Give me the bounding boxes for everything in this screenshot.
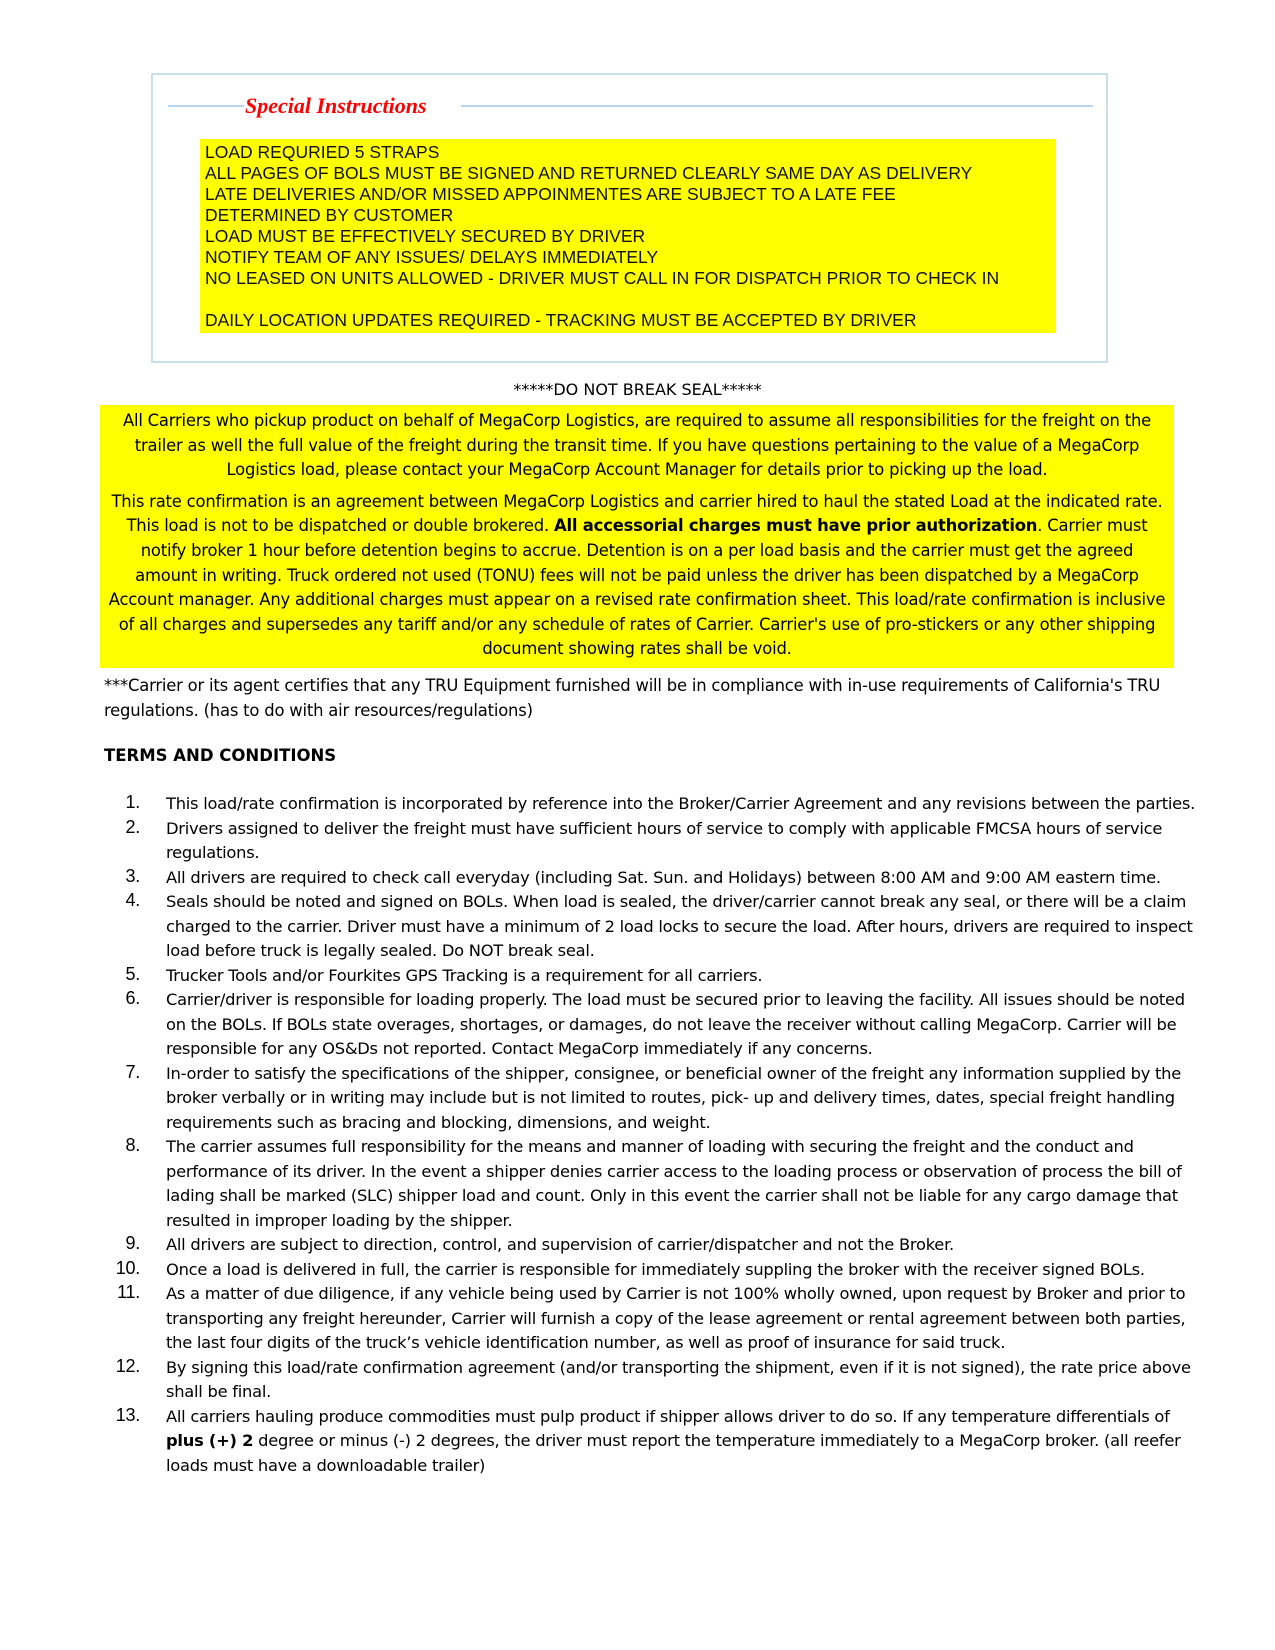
accessorial-warning: All accessorial charges must have prior authorization: [553, 516, 1038, 536]
term-item: [104, 866, 1196, 891]
term-text: All carriers hauling produce commodities must pulp product if shipper allows driver to do so. If any temperature differentials of plus (+) 2 degree or minus (-) 2 degrees, the driver must report the temperature immediately to a MegaCorp broker. (all reefer loads must have a downloadable trailer): [166, 1406, 1181, 1475]
term-text: Trucker Tools and/or Fourkites GPS Tracking is a requirement for all carriers.: [166, 965, 763, 985]
term-number: 10.: [115, 1257, 140, 1278]
term-number: 11.: [117, 1282, 140, 1302]
tru-certification: ***Carrier or its agent certifies that any TRU Equipment furnished will be in compliance with in-use requirements of California's TRU regulations. (has to do with air resources/regulations): [104, 676, 1161, 720]
instruction-line: DETERMINED BY CUSTOMER: [205, 205, 454, 225]
term-item: [104, 1405, 1196, 1479]
term-item: [104, 1062, 1196, 1136]
instruction-line: LOAD REQURIED 5 STRAPS: [205, 142, 440, 162]
term-number: 12.: [115, 1355, 140, 1376]
term-number: 3.: [125, 865, 140, 886]
instruction-line: LATE DELIVERIES AND/OR MISSED APPOINMENTES ARE SUBJECT TO A LATE FEE: [205, 184, 896, 204]
title-rule-left: [168, 105, 244, 107]
notice-paragraph: This rate confirmation is an agreement between MegaCorp Logistics and carrier hired to haul the stated Load at the indicated rate. This load is not to be dispatched or double brokered. All accessorial charges must have prior authorization. Carrier must notify broker 1 hour before detention begins to accrue. Detention is on a per load basis and the carrier must get the agreed amount in writing. Truck ordered not used (TONU) fees will not be paid unless the driver has been dispatched by a MegaCorp Account manager. Any additional charges must appear on a revised rate confirmation sheet. This load/rate confirmation is inclusive of all charges and supersedes any tariff and/or any schedule of rates of Carrier. Carrier's use of pro-stickers or any other shipping document showing rates shall be void.: [108, 491, 1166, 659]
temperature-threshold: plus (+) 2: [166, 1431, 254, 1450]
term-item: [104, 890, 1196, 964]
term-item: [104, 1282, 1196, 1356]
term-item: [104, 1135, 1196, 1233]
term-text: Drivers assigned to deliver the freight must have sufficient hours of service to comply with applicable FMCSA hours of service regulations.: [166, 818, 1163, 862]
term-number: 5.: [125, 963, 140, 984]
term-text: This load/rate confirmation is incorporated by reference into the Broker/Carrier Agreement and any revisions between the parties.: [166, 794, 1196, 813]
instruction-line: LOAD MUST BE EFFECTIVELY SECURED BY DRIVER: [205, 226, 646, 246]
instruction-line: ALL PAGES OF BOLS MUST BE SIGNED AND RETURNED CLEARLY SAME DAY AS DELIVERY: [205, 163, 973, 183]
term-number: 7.: [125, 1061, 140, 1082]
term-item: [104, 1233, 1196, 1258]
term-text: Seals should be noted and signed on BOLs. When load is sealed, the driver/carrier cannot break any seal, or there will be a claim charged to the carrier. Driver must have a minimum of 2 load locks to secure the load. After hours, drivers are required to inspect load before truck is legally sealed. Do NOT break seal.: [166, 892, 1193, 960]
term-text: All drivers are subject to direction, control, and supervision of carrier/dispatcher and not the Broker.: [166, 1235, 954, 1254]
instruction-line: NO LEASED ON UNITS ALLOWED - DRIVER MUST CALL IN FOR DISPATCH PRIOR TO CHECK IN: [205, 268, 1000, 288]
term-text: By signing this load/rate confirmation agreement (and/or transporting the shipment, even if it is not signed), the rate price above shall be final.: [166, 1357, 1191, 1401]
term-number: 2.: [125, 816, 140, 837]
notice-paragraph: All Carriers who pickup product on behalf of MegaCorp Logistics, are required to assume all responsibilities for the freight on the trailer as well the full value of the freight during the transit time. If you have questions pertaining to the value of a MegaCorp Logistics load, please contact your MegaCorp Account Manager for details prior to picking up the load.: [122, 411, 1152, 480]
term-number: 6.: [125, 988, 140, 1008]
carrier-responsibility-notice: [100, 405, 1174, 668]
title-rule-right: [461, 105, 1093, 107]
term-item: [104, 988, 1196, 1062]
term-number: 13.: [115, 1404, 140, 1425]
special-instructions-box: [151, 73, 1108, 363]
term-text: Once a load is delivered in full, the carrier is responsible for immediately suppling the broker with the receiver signed BOLs.: [166, 1259, 1145, 1279]
term-item: [104, 964, 1196, 989]
term-item: [104, 1356, 1196, 1405]
term-item: [104, 817, 1196, 866]
term-text: The carrier assumes full responsibility for the means and manner of loading with securing the freight and the conduct and performance of its driver. In the event a shipper denies carrier access to the loading process or observation of process the bill of lading shall be marked (SLC) shipper load and count. Only in this event the carrier shall not be liable for any cargo damage that resulted in improper loading by the shipper.: [166, 1137, 1182, 1230]
term-number: 8.: [125, 1135, 140, 1155]
instruction-line: NOTIFY TEAM OF ANY ISSUES/ DELAYS IMMEDIATELY: [205, 247, 659, 267]
term-number: 4.: [125, 890, 140, 910]
term-number: 1.: [125, 792, 140, 812]
term-item: [104, 1258, 1196, 1283]
terms-list: [104, 792, 1196, 1478]
terms-title: TERMS AND CONDITIONS: [104, 746, 337, 765]
instruction-line: DAILY LOCATION UPDATES REQUIRED - TRACKING MUST BE ACCEPTED BY DRIVER: [205, 310, 917, 330]
seal-notice: *****DO NOT BREAK SEAL*****: [513, 380, 762, 399]
term-item: [104, 792, 1196, 817]
term-text: Carrier/driver is responsible for loading properly. The load must be secured prior to leaving the facility. All issues should be noted on the BOLs. If BOLs state overages, shortages, or damages, do not leave the receiver without calling MegaCorp. Carrier will be responsible for any OS&Ds not reported. Contact MegaCorp immediately if any concerns.: [166, 990, 1185, 1058]
term-text: As a matter of due diligence, if any vehicle being used by Carrier is not 100% wholly owned, upon request by Broker and prior to transporting any freight hereunder, Carrier will furnish a copy of the lease agreement or rental agreement between both parties, the last four digits of the truck’s vehicle identification number, as well as proof of insurance for said truck.: [166, 1284, 1186, 1352]
special-instructions-title: Special Instructions: [245, 93, 427, 118]
term-text: In-order to satisfy the specifications of the shipper, consignee, or beneficial owner of the freight any information supplied by the broker verbally or in writing may include but is not limited to routes, pick- up and delivery times, dates, special freight handling requirements such as bracing and blocking, dimensions, and weight.: [166, 1063, 1181, 1132]
term-number: 9.: [125, 1233, 140, 1253]
special-instructions-list: [200, 139, 1056, 333]
term-text: All drivers are required to check call everyday (including Sat. Sun. and Holidays) between 8:00 AM and 9:00 AM eastern time.: [166, 867, 1161, 887]
